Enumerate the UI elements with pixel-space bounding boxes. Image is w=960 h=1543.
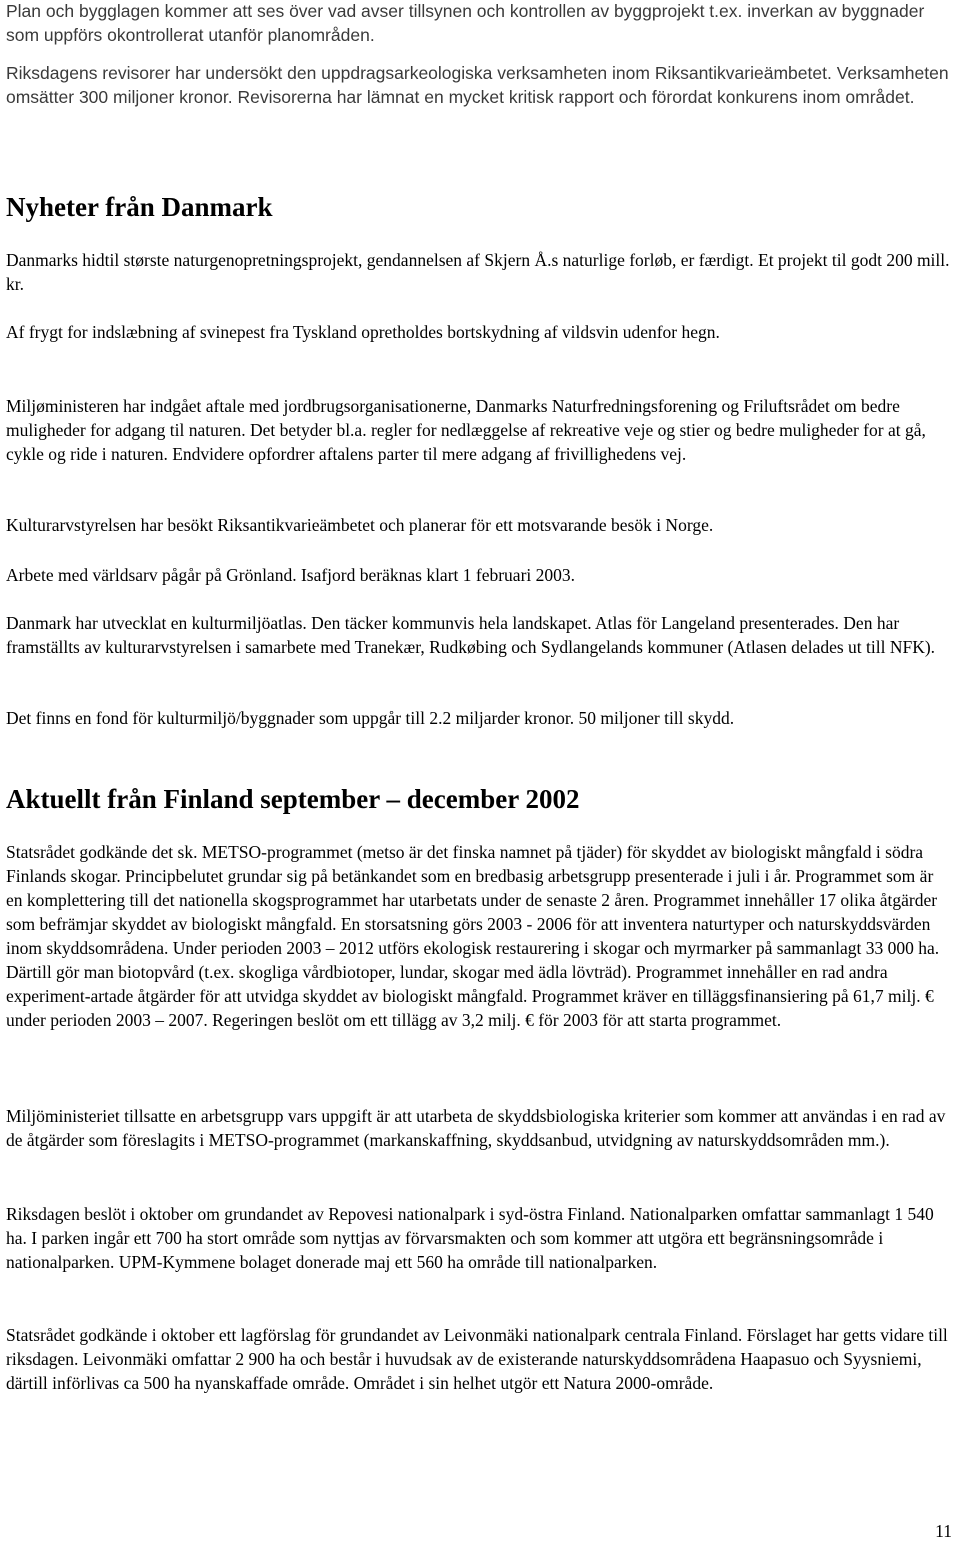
denmark-paragraph-7: Det finns en fond för kulturmiljö/byggnader som uppgår till 2.2 miljarder kronor. 50 miljoner till skydd. xyxy=(6,708,735,728)
heading-finland: Aktuellt från Finland september – december 2002 xyxy=(6,784,580,814)
intro-paragraph-2: Riksdagens revisorer har undersökt den uppdragsarkeologiska verksamheten inom Riksantikvarieämbetet. Verksamheten omsätter 300 miljoner kronor. Revisorerna har lämnat en mycket kritisk rapport och förordat konkurens inom området. xyxy=(6,63,949,107)
heading-denmark: Nyheter från Danmark xyxy=(6,192,273,222)
page-number: 11 xyxy=(935,1521,952,1541)
finland-paragraph-4: Statsrådet godkände i oktober ett lagförslag för grundandet av Leivonmäki nationalpark centrala Finland. Förslaget har getts vidare till riksdagen. Leivonmäki omfattar 2 900 ha och består i huvudsak av de existerande naturskyddsområdena Haapasuo och Syysniemi, därtill införlivas ca 500 ha nyanskaffade område. Området i sin helhet utgör ett Natura 2000-område. xyxy=(6,1325,948,1393)
finland-paragraph-2: Miljöministeriet tillsatte en arbetsgrupp vars uppgift är att utarbeta de skyddsbiologiska kriterier som kommer att användas i en rad av de åtgärder som föreslagits i METSO-programmet (markanskaffning, skyddsanbud, utvidgning av naturskyddsområden mm.). xyxy=(6,1106,946,1150)
finland-paragraph-1: Statsrådet godkände det sk. METSO-programmet (metso är det finska namnet på tjäder) för skyddet av biologiskt mångfald i södra Finlands skogar. Principbelutet grundar sig på betänkandet som en bredbasig arbetsgrupp presenterade i juli i år. Programmet som är en komplettering till det nationella skogsprogrammet har utarbetats under de senaste 2 åren. Programmet innehåller 17 olika åtgärder som befrämjar skyddet av biologiskt mångfald. En storsatsning görs 2003 - 2006 för att inventera naturtyper och naturskyddsvärden inom skyddsområdena. Under perioden 2003 – 2012 utförs ekologisk restaurering i skogar och myrmarker på sammanlagt 33 000 ha. Därtill gör man biotopvård (t.ex. skogliga vårdbiotoper, lundar, skogar med ädla lövträd). Programmet innehåller en rad andra experiment-artade åtgärder för att utvidga skyddet av biologiskt mångfald. Programmet kräver en tilläggsfinansiering på 61,7 milj. € under perioden 2003 – 2007. Regeringen beslöt om ett tillägg av 3,2 milj. € för 2003 för att starta programmet. xyxy=(6,842,940,1030)
denmark-paragraph-1: Danmarks hidtil største naturgenopretningsprojekt, gendannelsen af Skjern Å.s naturlige forløb, er færdigt. Et projekt til godt 200 mill. kr. xyxy=(6,250,950,294)
intro-paragraph-1: Plan och bygglagen kommer att ses över vad avser tillsynen och kontrollen av byggprojekt t.ex. inverkan av byggnader som uppförs okontrollerat utanför planområden. xyxy=(6,1,925,45)
denmark-paragraph-2: Af frygt for indslæbning af svinepest fra Tyskland opretholdes bortskydning af vildsvin udenfor hegn. xyxy=(6,322,720,342)
denmark-paragraph-6: Danmark har utvecklat en kulturmiljöatlas. Den täcker kommunvis hela landskapet. Atlas för Langeland presenterades. Den har framställts av kulturarvstyrelsen i samarbete med Tranekær, Rudkøbing och Sydlangelands kommuner (Atlasen delades ut till NFK). xyxy=(6,613,936,657)
denmark-paragraph-4: Kulturarvstyrelsen har besökt Riksantikvarieämbetet och planerar för ett motsvarande besök i Norge. xyxy=(6,515,714,535)
denmark-paragraph-3: Miljøministeren har indgået aftale med jordbrugsorganisationerne, Danmarks Naturfredningsforening og Friluftsrådet om bedre muligheder for adgang til naturen. Det betyder bl.a. regler for nedlæggelse af rekreative veje og stier og bedre muligheder for at gå, cykle og ride i naturen. Endvidere opfordrer aftalens parter til mere adgang af frivillighedens vej. xyxy=(6,396,926,464)
finland-paragraph-3: Riksdagen beslöt i oktober om grundandet av Repovesi nationalpark i syd-östra Finland. Nationalparken omfattar sammanlagt 1 540 ha. I parken ingår ett 700 ha stort område som nyttjas av förvarsmakten och som kommer att utgöra ett begränsningsområde i nationalparken. UPM-Kymmene bolaget donerade maj ett 560 ha område till nationalparken. xyxy=(6,1204,934,1272)
denmark-paragraph-5: Arbete med världsarv pågår på Grönland. Isafjord beräknas klart 1 februari 2003. xyxy=(6,565,576,585)
